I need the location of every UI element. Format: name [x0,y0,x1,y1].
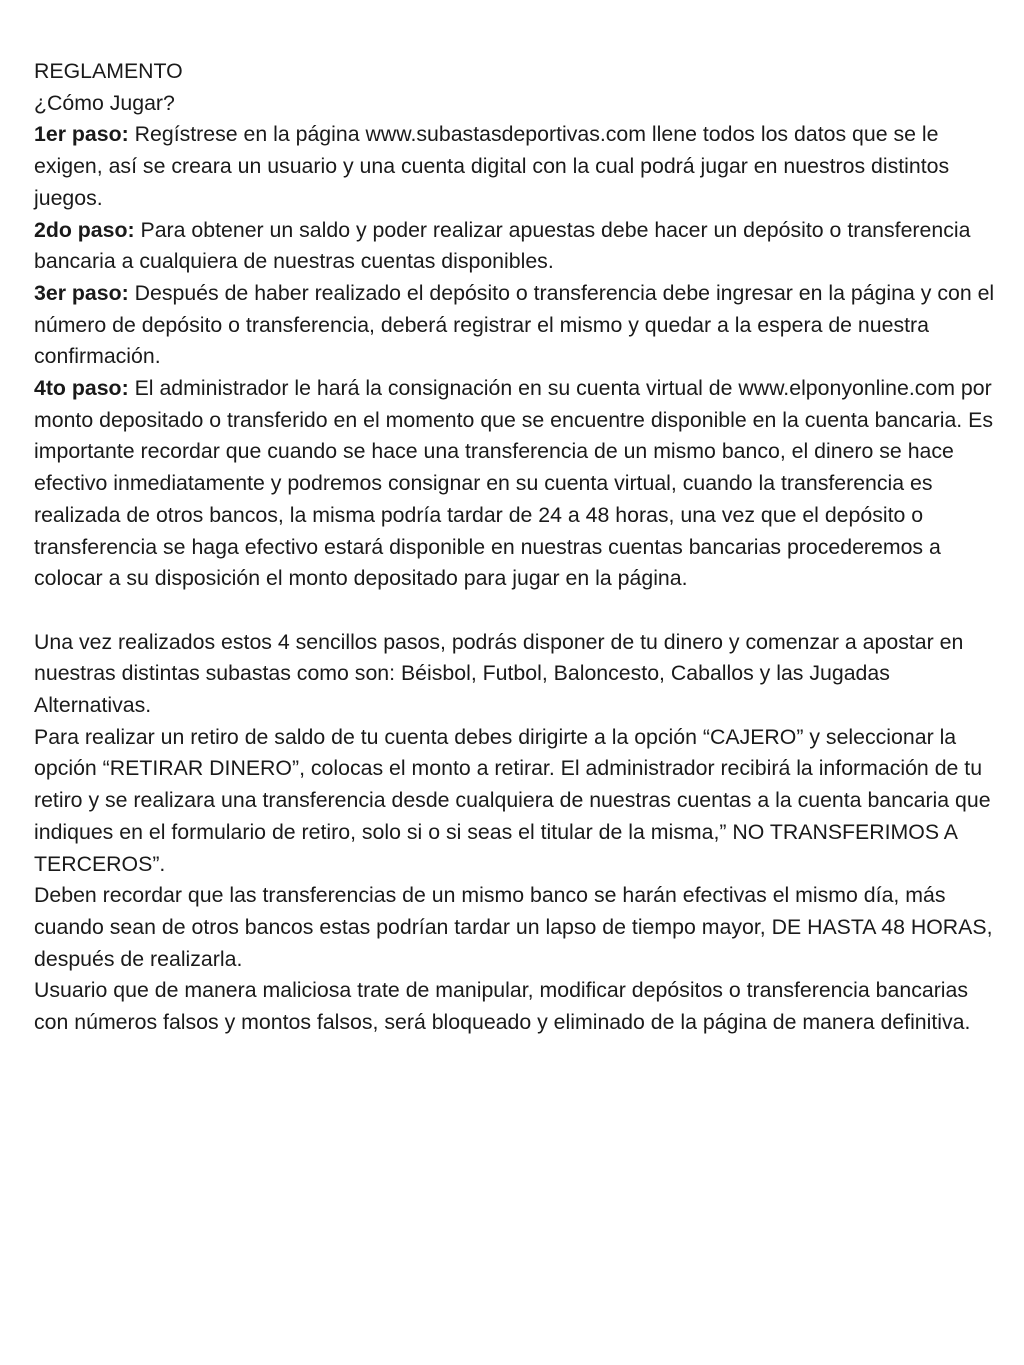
step-1-label: 1er paso: [34,122,129,147]
step-4 [34,373,1004,595]
summary-paragraph: Una vez realizados estos 4 sencillos pasos, podrás disponer de tu dinero y comenzar a apostar en nuestras distintas subastas como son: Béisbol, Futbol, Baloncesto, Caballos y las Jugadas Alternativas. [34,629,964,718]
regulations-document [34,56,1004,1039]
step-4-text: El administrador le hará la consignación en su cuenta virtual de www.elponyonline.com por monto depositado o transferido en el momento que se encuentre disponible en la cuenta bancaria. Es importante recordar que cuando se hace una transferencia de un mismo banco, el dinero se hace efectivo inmediatamente y podremos consignar en su cuenta virtual, cuando la transferencia es realizada de otros bancos, la misma podría tardar de 24 a 48 horas, una vez que el depósito o transferencia se haga efectivo estará disponible en nuestras cuentas bancarias procederemos a colocar a su disposición el monto depositado para jugar en la página. [34,376,993,591]
step-1-text: Regístrese en la página www.subastasdeportivas.com llene todos los datos que se le exigen, así se creara un usuario y una cuenta digital con la cual podrá jugar en nuestros distintos juegos. [34,122,950,210]
step-3-text: Después de haber realizado el depósito o transferencia debe ingresar en la página y con el número de depósito o transferencia, deberá registrar el mismo y quedar a la espera de nuestra confirmación. [34,280,995,369]
document-title: REGLAMENTO [34,59,183,83]
paragraph-spacer [34,595,1004,627]
step-3-label: 3er paso: [34,280,129,305]
step-2 [34,215,1004,278]
step-3 [34,278,1004,373]
transfer-time-paragraph: Deben recordar que las transferencias de un mismo banco se harán efectivas el mismo día, más cuando sean de otros bancos estas podrían tardar un lapso de tiempo mayor, DE HASTA 48 HORAS, después de realizarla. [34,883,993,971]
step-1 [34,119,1004,214]
fraud-warning-paragraph: Usuario que de manera maliciosa trate de manipular, modificar depósitos o transferencia bancarias con números falsos y montos falsos, será bloqueado y eliminado de la página de manera definitiva. [34,978,971,1035]
step-2-label: 2do paso: [34,217,135,242]
withdrawal-paragraph: Para realizar un retiro de saldo de tu cuenta debes dirigirte a la opción “CAJERO” y seleccionar la opción “RETIRAR DINERO”, colocas el monto a retirar. El administrador recibirá la información de tu retiro y se realizara una transferencia desde cualquiera de nuestras cuentas a la cuenta bancaria que indiques en el formulario de retiro, solo si o si seas el titular de la misma,” NO TRANSFERIMOS A TERCEROS”. [34,724,991,876]
document-subtitle: ¿Cómo Jugar? [34,90,175,115]
step-2-text: Para obtener un saldo y poder realizar apuestas debe hacer un depósito o transferencia bancaria a cualquiera de nuestras cuentas disponibles. [34,217,971,274]
step-4-label: 4to paso: [34,376,129,401]
